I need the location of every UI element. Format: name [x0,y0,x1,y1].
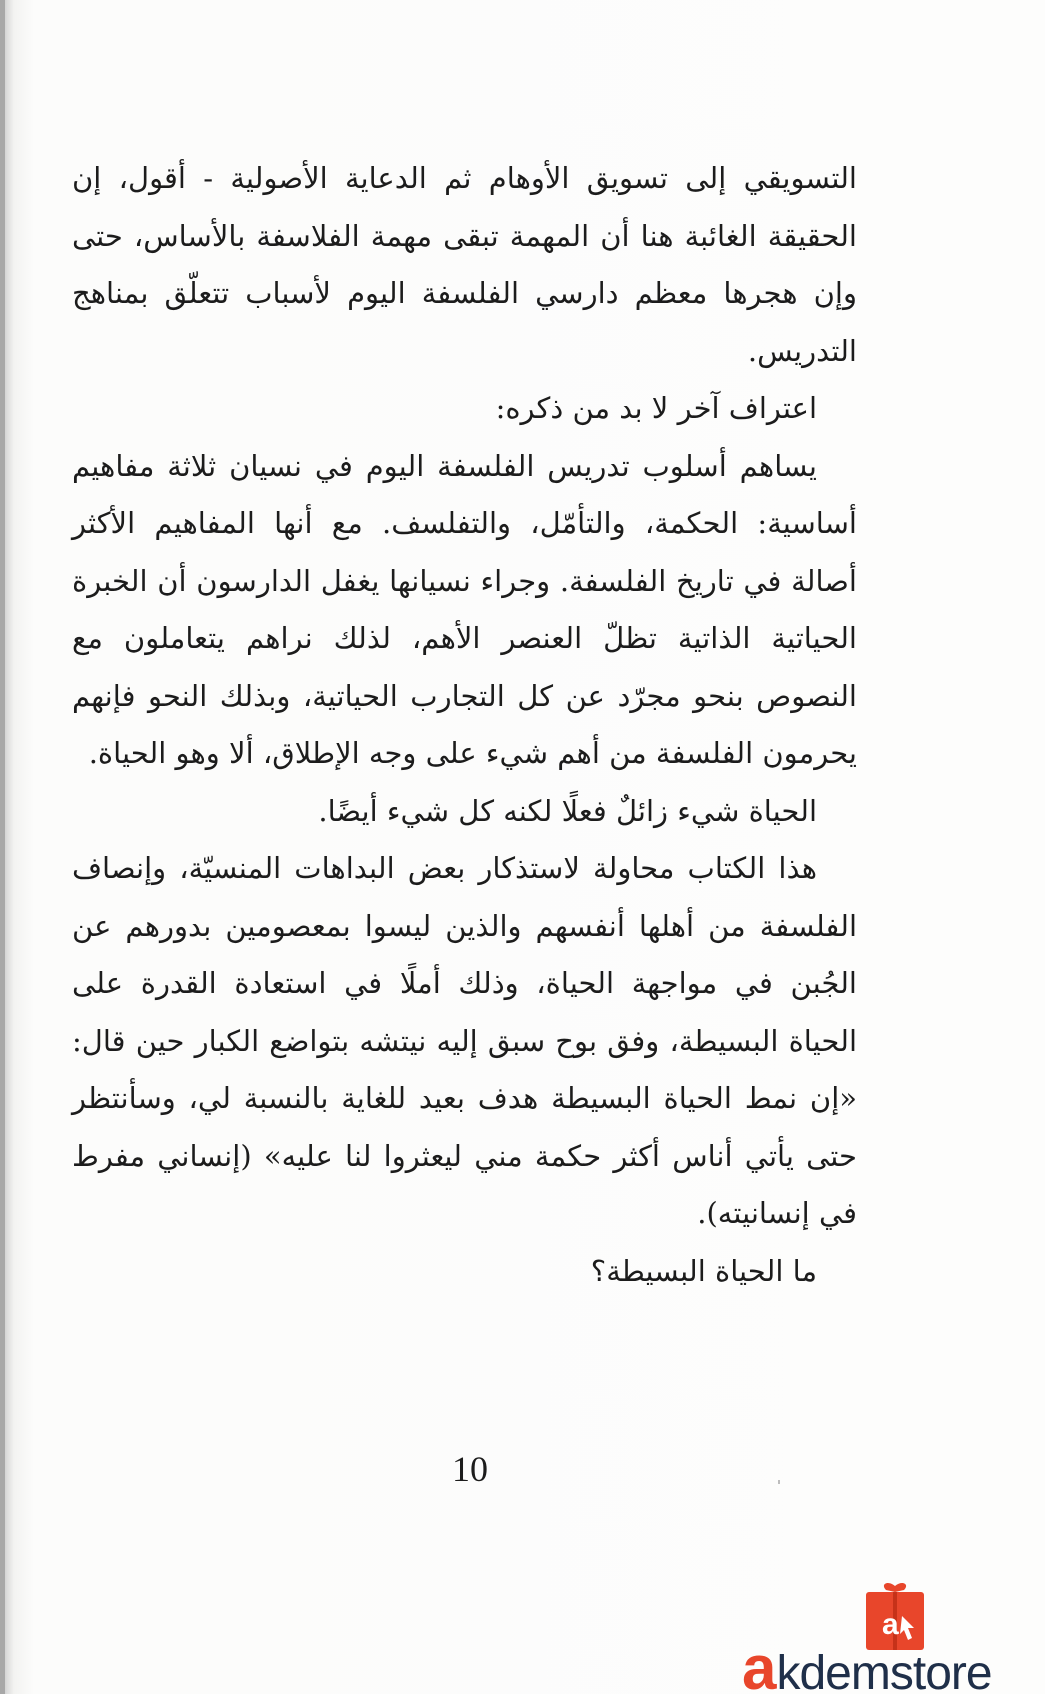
store-logo [742,1582,1045,1694]
book-cart-icon [862,1582,928,1652]
page-number: 10 [452,1449,488,1489]
paragraph: اعتراف آخر لا بد من ذكره: [495,391,817,425]
paper-speck [778,1480,780,1484]
body-text [72,150,857,1300]
page-binding-edge [0,0,5,1694]
paragraph: التسويقي إلى تسويق الأوهام ثم الدعاية الأصولية - أقول، إن الحقيقة الغائبة هنا أن المهمة تبقى مهمة الفلاسفة بالأساس، حتى وإن هجرها معظم دارسي الفلسفة اليوم لأسباب تتعلّق بمناهج التدريس. [72,161,857,368]
paragraph: الحياة شيء زائلٌ فعلًا لكنه كل شيء أيضًا. [318,793,817,828]
store-logo-wordmark [742,1634,1045,1694]
paragraph: هذا الكتاب محاولة لاستذكار بعض البداهات المنسيّة، وإنصاف الفلسفة من أهلها أنفسهم والذين ليسوا بمعصومين بدورهم عن الجُبن في مواجهة الحياة، وذلك أملًا في استعادة القدرة على الحياة البسيطة، وفق بوح سبق إليه نيتشه بتواضع الكبار حين قال: «إن نمط الحياة البسيطة هدف بعيد للغاية بالنسبة لي، وسأنتظر حتى يأتي أناس أكثر حكمة مني ليعثروا لنا عليه» (إنساني مفرط في إنسانيته). [72,851,857,1230]
svg-text:a: a [882,1608,899,1641]
paragraph: ما الحياة البسيطة؟ [590,1253,817,1288]
paragraph: يساهم أسلوب تدريس الفلسفة اليوم في نسيان ثلاثة مفاهيم أساسية: الحكمة، والتأمّل، والتفلسف. مع أنها المفاهيم الأكثر أصالة في تاريخ الفلسفة. وجراء نسيانها يغفل الدارسون أن الخبرة الحياتية الذاتية تظلّ العنصر الأهم، لذلك نراهم يتعاملون مع النصوص بنحو مجرّد عن كل التجارب الحياتية، وبذلك النحو فإنهم يحرمون الفلسفة من أهم شيء على وجه الإطلاق، ألا وهو الحياة. [72,448,857,770]
logo-letter: a [742,1634,777,1694]
logo-name: kdemstore [776,1647,992,1694]
